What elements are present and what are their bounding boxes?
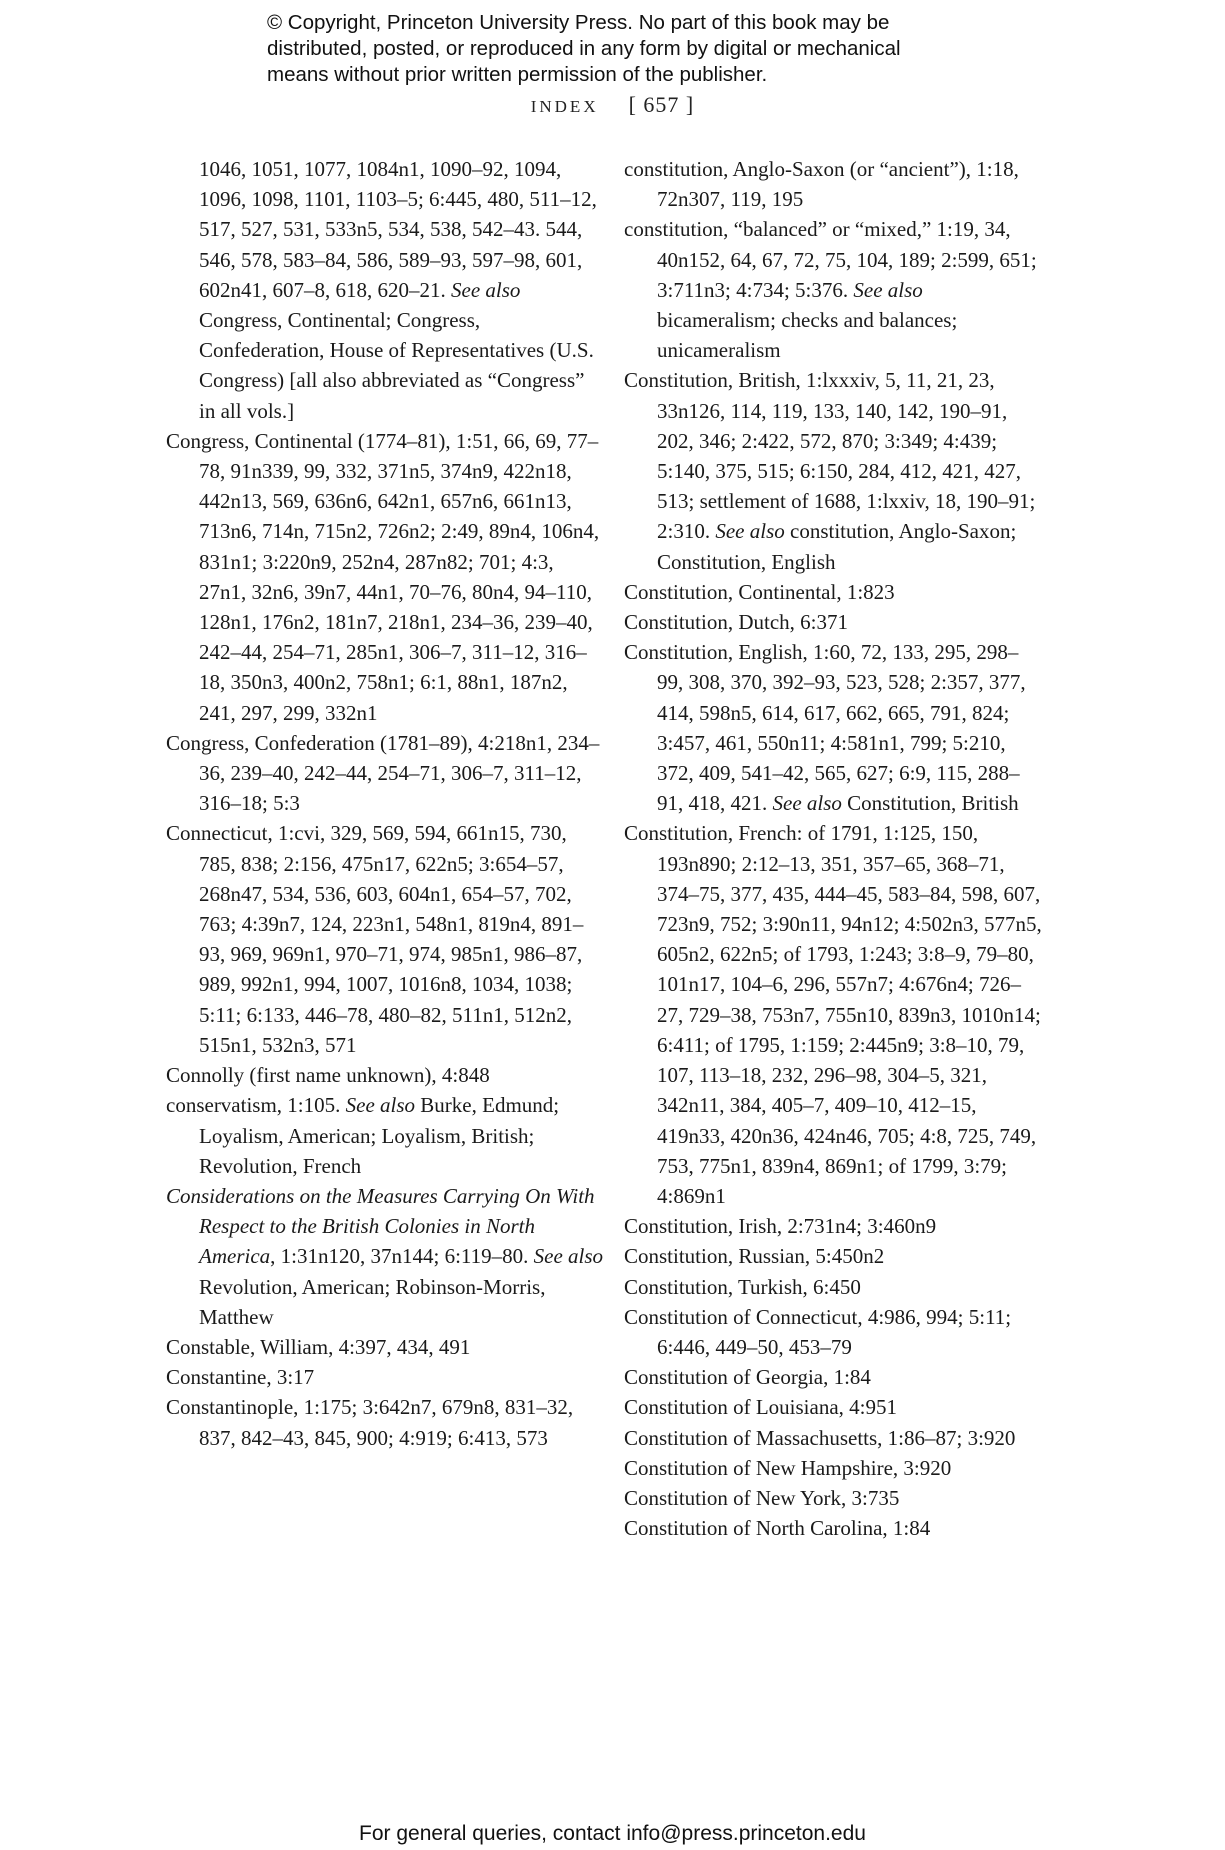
index-entry-italic: See also — [772, 791, 842, 816]
index-entry-text: , 1:31n120, 37n144; 6:119–80. — [270, 1244, 534, 1269]
index-entry — [166, 728, 606, 819]
index-entry-text: Constantinople, 1:175; 3:642n7, 679n8, 831–32, 837, 842–43, 845, 900; 4:919; 6:413, 573 — [166, 1395, 574, 1450]
index-entry-text: Constitution, British, 1:lxxxiv, 5, 11, 21, 23, 33n126, 114, 119, 133, 140, 142, 190–91, 202, 346; 2:422, 572, 870; 3:349; 4:439; 5:140, 375, 515; 6:150, 284, 412, 421, 427, 513; settlement of 1688, 1:lxxiv, 18, 190–91; 2:310. — [624, 368, 1036, 544]
index-entry — [624, 1423, 1044, 1453]
index-entry-text: Burke, Edmund; Loyalism, American; Loyalism, British; Revolution, French — [199, 1093, 560, 1178]
index-entry-text: Constitution of Massachusetts, 1:86–87; 3:920 — [624, 1425, 1016, 1450]
running-head — [0, 92, 1225, 118]
running-head-title: INDEX — [530, 97, 599, 116]
index-entry — [624, 1392, 1044, 1422]
index-entry — [166, 1362, 606, 1392]
index-entry — [624, 637, 1044, 818]
index-entry-text: Constitution, French: of 1791, 1:125, 150, 193n890; 2:12–13, 351, 357–65, 368–71, 374–75, 377, 435, 444–45, 583–84, 598, 607, 723n9, 752; 3:90n11, 94n12; 4:502n3, 577n5, 605n2, 622n5; of 1793, 1:243; 3:8–9, 79–80, 101n17, 104–6, 296, 557n7; 4:676n4; 726–27, 729–38, 753n7, 755n10, 839n3, 1010n14; 6:411; of 1795, 1:159; 2:445n9; 3:8–10, 79, 107, 113–18, 232, 296–98, 304–5, 321, 342n11, 384, 405–7, 409–10, 412–15, 419n33, 420n36, 424n46, 705; 4:8, 725, 749, 753, 775n1, 839n4, 869n1; of 1799, 3:79; 4:869n1 — [624, 821, 1042, 1208]
copyright-line-3: means without prior written permission of the publisher. — [267, 63, 768, 86]
index-entry-italic: See also — [715, 519, 785, 544]
index-entry — [166, 1392, 606, 1452]
index-entry — [166, 1181, 606, 1332]
index-entry-text: Congress, Continental; Congress, Confederation, House of Representatives (U.S. Congress) [all also abbreviated as “Congress” in all vols.] — [199, 308, 594, 423]
index-entry-text: Congress, Continental (1774–81), 1:51, 66, 69, 77–78, 91n339, 99, 332, 371n5, 374n9, 422n18, 442n13, 569, 636n6, 642n1, 657n6, 661n13, 713n6, 714n, 715n2, 726n2; 2:49, 89n4, 106n4, 831n1; 3:220n9, 252n4, 287n82; 701; 4:3, 27n1, 32n6, 39n7, 44n1, 70–76, 80n4, 94–110, 128n1, 176n2, 181n7, 218n1, 234–36, 239–40, 242–44, 254–71, 285n1, 306–7, 311–12, 316–18, 350n3, 400n2, 758n1; 6:1, 88n1, 187n2, 241, 297, 299, 332n1 — [166, 428, 600, 725]
index-entry-text: Constitution of Louisiana, 4:951 — [624, 1395, 897, 1420]
index-entry-text: Constitution, English, 1:60, 72, 133, 295, 298–99, 308, 370, 392–93, 523, 528; 2:357, 377, 414, 598n5, 614, 617, 662, 665, 791, 824; 3:457, 461, 550n11; 4:581n1, 799; 5:210, 372, 409, 541–42, 565, 627; 6:9, 115, 288–91, 418, 421. — [624, 640, 1026, 816]
index-entry-italic: See also — [853, 277, 923, 302]
index-entry-text: Constitution, Russian, 5:450n2 — [624, 1244, 885, 1269]
index-entry-text: 1046, 1051, 1077, 1084n1, 1090–92, 1094, 1096, 1098, 1101, 1103–5; 6:445, 480, 511–12, 517, 527, 531, 533n5, 534, 538, 542–43. 544, 546, 578, 583–84, 586, 589–93, 597–98, 601, 602n41, 607–8, 618, 620–21. — [199, 157, 597, 302]
index-entry — [624, 818, 1044, 1211]
index-entry-text: Connolly (first name unknown), 4:848 — [166, 1063, 490, 1088]
index-entry — [624, 607, 1044, 637]
footer-contact: For general queries, contact info@press.princeton.edu — [359, 1822, 866, 1845]
index-entry — [166, 1332, 606, 1362]
index-entry-text: Constable, William, 4:397, 434, 491 — [166, 1334, 471, 1359]
index-entry — [624, 1241, 1044, 1271]
index-entry — [624, 154, 1044, 214]
index-entry-text: Connecticut, 1:cvi, 329, 569, 594, 661n15, 730, 785, 838; 2:156, 475n17, 622n5; 3:654–57, 268n47, 534, 536, 603, 604n1, 654–57, 702, 763; 4:39n7, 124, 223n1, 548n1, 819n4, 891–93, 969, 969n1, 970–71, 974, 985n1, 986–87, 989, 992n1, 994, 1007, 1016n8, 1034, 1038; 5:11; 6:133, 446–78, 480–82, 511n1, 512n2, 515n1, 532n3, 571 — [166, 821, 584, 1057]
index-entry — [624, 1272, 1044, 1302]
page-number: [ 657 ] — [628, 92, 695, 117]
copyright-line-1: © Copyright, Princeton University Press. No part of this book may be — [267, 11, 890, 34]
copyright-line-2: distributed, posted, or reproduced in any form by digital or mechanical — [267, 37, 901, 60]
index-entry-text: conservatism, 1:105. — [166, 1093, 346, 1118]
index-entry — [624, 1302, 1044, 1362]
index-entry-text: Constitution of Georgia, 1:84 — [624, 1365, 871, 1390]
index-entry — [166, 426, 606, 728]
index-entry-italic: Considerations on the Measures Carrying On With Respect to the British Colonies in North America — [166, 1183, 595, 1269]
index-entry — [624, 365, 1044, 576]
index-entry — [166, 154, 606, 426]
index-entry — [624, 1453, 1044, 1483]
index-entry-text: Constitution, Dutch, 6:371 — [624, 610, 849, 635]
index-entry — [624, 1513, 1044, 1543]
index-entry-italic: See also — [345, 1093, 416, 1118]
index-entry-text: bicameralism; checks and balances; unicameralism — [657, 308, 958, 363]
index-entry-italic: See also — [451, 277, 521, 302]
index-entry-text: Constitution, Irish, 2:731n4; 3:460n9 — [624, 1214, 937, 1239]
index-entry-text: Revolution, American; Robinson-Morris, Matthew — [199, 1274, 546, 1329]
index-entry-text: Constitution of North Carolina, 1:84 — [624, 1516, 931, 1541]
index-entry-text: constitution, “balanced” or “mixed,” 1:19, 34, 40n152, 64, 67, 72, 75, 104, 189; 2:599, 651; 3:711n3; 4:734; 5:376. — [624, 217, 1037, 302]
index-entry-text: Congress, Confederation (1781–89), 4:218n1, 234–36, 239–40, 242–44, 254–71, 306–7, 311–12, 316–18; 5:3 — [166, 730, 600, 816]
index-entry — [624, 214, 1044, 365]
index-entry-text: constitution, Anglo-Saxon; Constitution, English — [657, 519, 1017, 574]
index-column-left — [166, 154, 606, 1453]
index-entry-text: Constitution, British — [841, 791, 1019, 816]
index-entry — [624, 1211, 1044, 1241]
copyright-notice — [267, 10, 1027, 88]
index-entry — [624, 577, 1044, 607]
index-entry — [166, 818, 606, 1060]
index-entry — [624, 1483, 1044, 1513]
index-column-right — [624, 154, 1044, 1543]
index-entry-text: Constitution of New Hampshire, 3:920 — [624, 1455, 952, 1480]
index-entry-text: Constantine, 3:17 — [166, 1365, 315, 1390]
index-entry-text: Constitution of New York, 3:735 — [624, 1485, 900, 1510]
index-entry — [166, 1060, 606, 1090]
index-entry-italic: See also — [533, 1244, 604, 1269]
index-entry-text: Constitution, Turkish, 6:450 — [624, 1274, 861, 1299]
index-entry — [166, 1090, 606, 1181]
index-entry — [624, 1362, 1044, 1392]
index-entry-text: constitution, Anglo-Saxon (or “ancient”), 1:18, 72n307, 119, 195 — [624, 157, 1019, 212]
index-entry-text: Constitution of Connecticut, 4:986, 994; 5:11; 6:446, 449–50, 453–79 — [624, 1304, 1012, 1359]
index-entry-text: Constitution, Continental, 1:823 — [624, 579, 895, 604]
